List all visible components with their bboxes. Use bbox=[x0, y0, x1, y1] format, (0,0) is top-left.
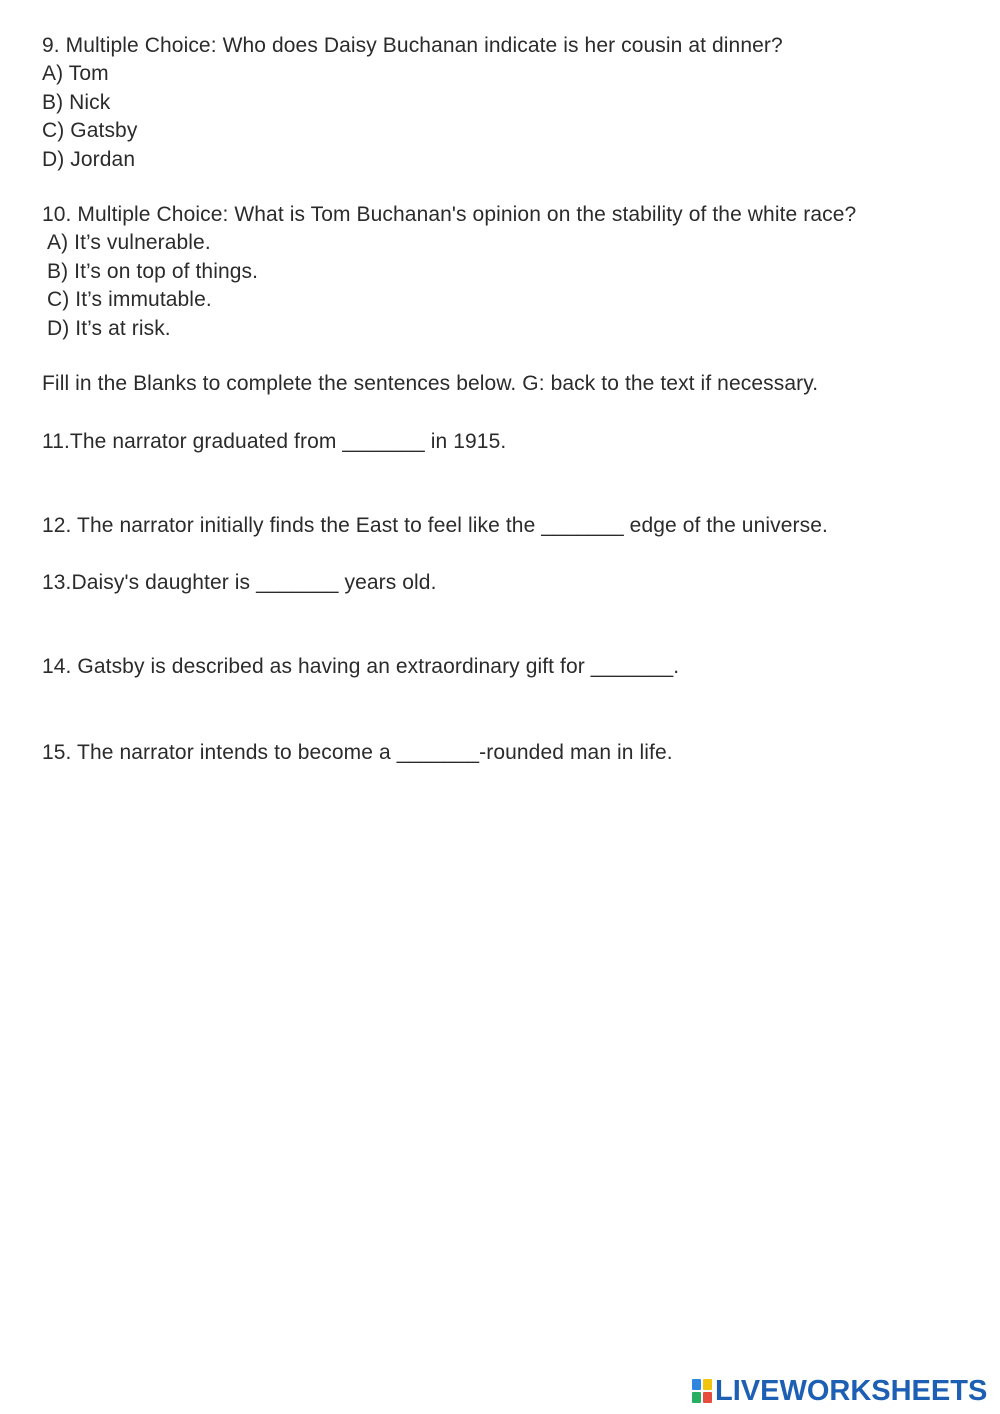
question-9-option-a: A) Tom bbox=[42, 62, 109, 85]
question-13-text: 13.Daisy's daughter is _______ years old. bbox=[42, 571, 437, 594]
question-10-option-b: B) It’s on top of things. bbox=[47, 260, 259, 283]
liveworksheets-logo[interactable] bbox=[692, 1374, 987, 1408]
liveworksheets-logo-icon bbox=[692, 1379, 712, 1403]
question-10-option-a: A) It’s vulnerable. bbox=[47, 231, 211, 254]
question-9-option-d: D) Jordan bbox=[42, 148, 136, 171]
question-14-text: 14. Gatsby is described as having an extraordinary gift for _______. bbox=[42, 655, 680, 678]
question-9-option-c: C) Gatsby bbox=[42, 119, 138, 142]
logo-tile-blue bbox=[692, 1379, 701, 1390]
question-10-option-c: C) It’s immutable. bbox=[47, 288, 212, 311]
logo-tile-yellow bbox=[703, 1379, 712, 1390]
question-15-text: 15. The narrator intends to become a _______-rounded man in life. bbox=[42, 741, 673, 764]
question-10-option-d: D) It’s at risk. bbox=[47, 317, 171, 340]
fill-in-instructions: Fill in the Blanks to complete the sentences below. G: back to the text if necessary. bbox=[42, 372, 819, 395]
question-12-text: 12. The narrator initially finds the East to feel like the _______ edge of the universe. bbox=[42, 514, 828, 537]
logo-tile-red bbox=[703, 1392, 712, 1403]
question-9-option-b: B) Nick bbox=[42, 91, 111, 114]
question-9-text: 9. Multiple Choice: Who does Daisy Buchanan indicate is her cousin at dinner? bbox=[42, 34, 783, 57]
question-10-text: 10. Multiple Choice: What is Tom Buchanan's opinion on the stability of the white race? bbox=[42, 203, 857, 226]
logo-text: LIVEWORKSHEETS bbox=[715, 1374, 988, 1407]
logo-tile-green bbox=[692, 1392, 701, 1403]
question-11-text: 11.The narrator graduated from _______ in 1915. bbox=[42, 430, 507, 453]
